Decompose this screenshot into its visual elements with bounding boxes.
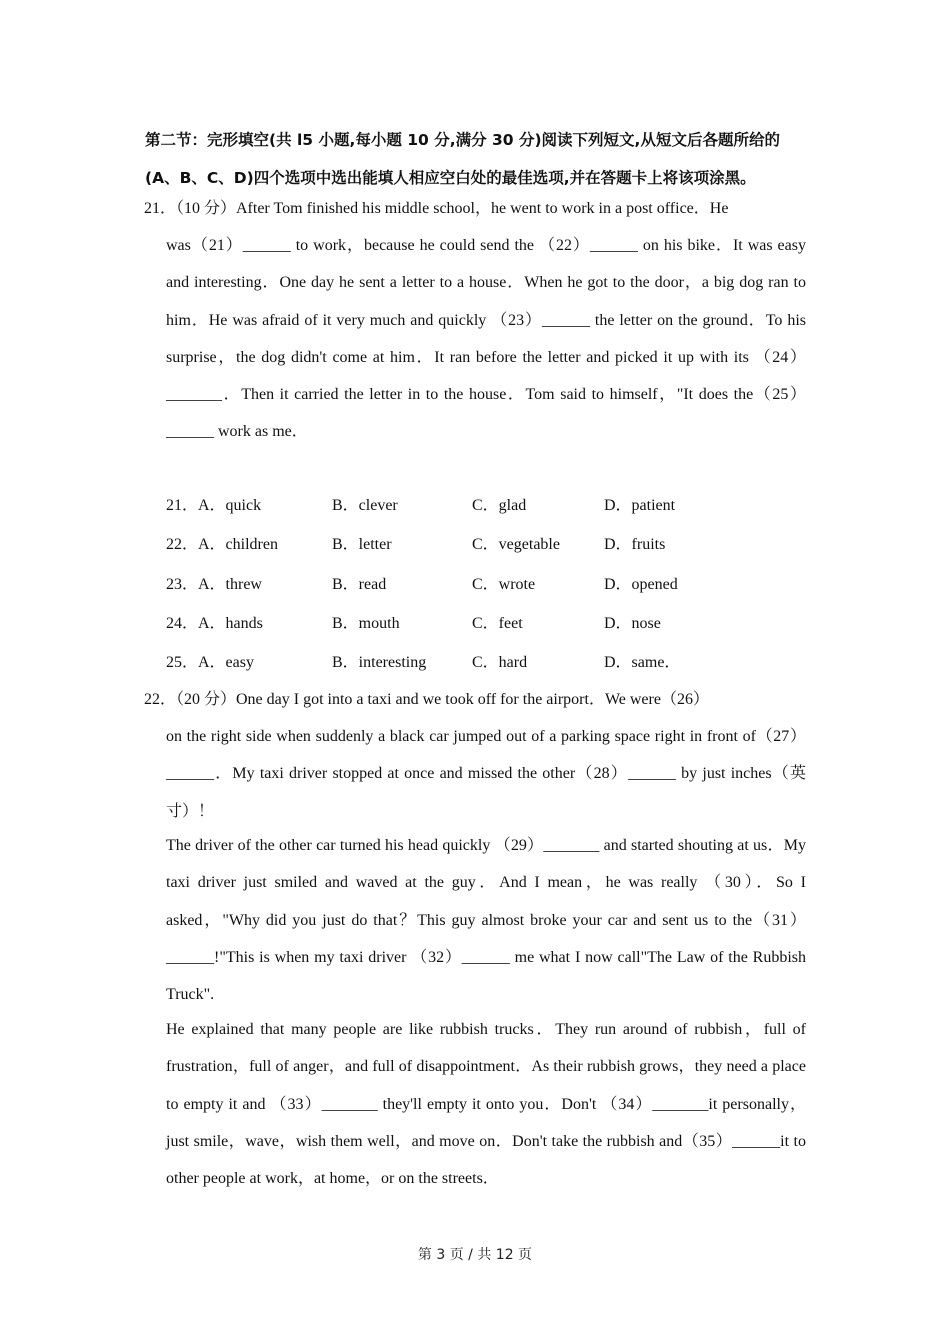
option-a: 25．A．easy (166, 654, 254, 672)
option-b: B．read (332, 575, 387, 593)
option-row (166, 525, 806, 564)
option-a: 21．A．quick (166, 497, 262, 514)
option-d: D．opened (604, 575, 678, 593)
question-21-first-line: 21．（10 分）After Tom finished his middle school，he went to work in a post office．He (144, 200, 729, 217)
option-c: C．feet (472, 614, 523, 632)
page-footer: 第 3 页 / 共 12 页 (417, 1247, 533, 1263)
option-row (166, 565, 806, 604)
option-c: C．hard (472, 654, 528, 672)
question-22-paragraph-2: The driver of the other car turned his head quickly （29）_______ and started shouting at us．My taxi driver just smiled and waved at the guy．And I mean，he was really （30）．So I asked，"Why did you just do that？This guy almost broke your car and sent us to the（31）______!"This is when my taxi driver （32）______ me what I now call"The Law of the Rubbish Truck". (166, 837, 806, 1004)
question-21-options (166, 486, 806, 682)
option-c: C．glad (472, 497, 527, 514)
option-row (166, 604, 806, 643)
option-a: 23．A．threw (166, 575, 262, 593)
option-d: D．same． (604, 654, 681, 672)
question-22-paragraph-1: on the right side when suddenly a black car jumped out of a parking space right in front of（27）______．My taxi driver stopped at once and missed the other（28）______ by just inches（英寸）！ (166, 728, 806, 820)
question-21-passage: was（21）______ to work，because he could send the （22）______ on his bike．It was easy and interesting．One day he sent a letter to a house．When he got to the door，a big dog ran to him．He was afraid of it very much and quickly （23）______ the letter on the ground．To his surprise，the dog didn't come at him．It ran before the letter and picked it up with its （24）_______．Then it carried the letter in to the house．Tom said to himself，"It does the（25）______ work as me． (166, 237, 806, 441)
section-header-line-1: 第二节：完形填空(共 l5 小题,每小题 10 分,满分 30 分)阅读下列短文,从短文后各题所给的 (145, 131, 780, 149)
option-a: 22．A．children (166, 536, 278, 554)
question-22-paragraph-3: He explained that many people are like rubbish trucks．They run around of rubbish，full of frustration，full of anger，and full of disappointment．As their rubbish grows，they need a place to empty it and （33）_______ they'll empty it onto you．Don't （34）_______it personally，just smile，wave，wish them well，and move on．Don't take the rubbish and（35）______it to other people at work，at home，or on the streets． (166, 1021, 807, 1188)
option-b: B．letter (332, 536, 392, 554)
section-header-line-2: (A、B、C、D)四个选项中选出能填人相应空白处的最佳选项,并在答题卡上将该项涂黑。 (145, 169, 756, 187)
option-row (166, 486, 806, 525)
option-c: C．vegetable (472, 536, 560, 554)
question-22-first-line: 22．（20 分）One day I got into a taxi and we took off for the airport．We were（26） (144, 691, 709, 708)
option-b: B．interesting (332, 654, 427, 672)
option-d: D．nose (604, 614, 661, 632)
option-c: C．wrote (472, 575, 536, 593)
option-b: B．clever (332, 497, 398, 514)
option-d: D．fruits (604, 536, 666, 554)
option-a: 24．A．hands (166, 614, 263, 632)
option-d: D．patient (604, 497, 676, 514)
option-b: B．mouth (332, 614, 400, 632)
option-row (166, 643, 806, 682)
section-header (145, 121, 815, 197)
